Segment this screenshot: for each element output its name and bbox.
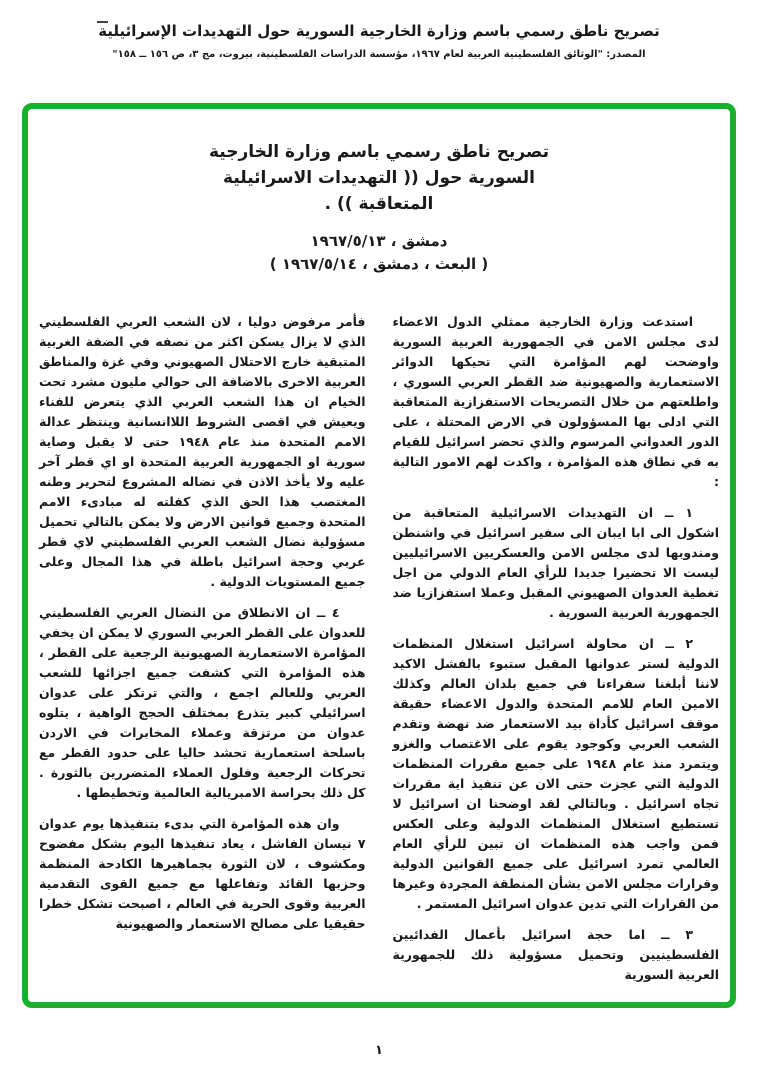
column-right <box>393 312 720 996</box>
page-header <box>0 22 758 60</box>
document-title-line-2: السورية حول (( التهديدات الاسرائيلية <box>223 168 535 188</box>
paragraph-intro: استدعت وزارة الخارجية ممثلي الدول الاعضاء لدى مجلس الامن في الجمهورية العربية السورية واوضحت لهم المؤامرة التي تحيكها الدوائر الاستعمارية والصهيونية ضد القطر العربي السوري ، واطلعتهم من خلال التصريحات الاستفزازية المتعاقبة التي ادلى بها المسؤولون في الارض المحتلة ، على الدور العدواني المرسوم والذي تحضر اسرائيل للقيام به في نطاق هذه المؤامرة ، واكدت لهم الامور التالية : <box>392 314 719 489</box>
paragraph-point-3-continuation: فأمر مرفوض دوليا ، لان الشعب العربي الفلسطيني الذي لا يزال يسكن اكثر من نصفه في الضفة الغربية المتبقية خارج الاحتلال الصهيوني وفي غزة والمناطق العربية الاخرى بالاضافة الى حوالي مليون مشرد تحت الخيام ان هذا الشعب العربي الذي يتعرض للفناء ويعيش في اقصى الشروط اللاانسانية وينتظر عدالة الامم المتحدة منذ عام ١٩٤٨ حتى لا يقبل وصاية سورية او الجمهورية العربية المتحدة او اي قطر آخر عليه ولا يأخذ الاذن في نضاله المشروع لتحرير وطنه المغتصب هذا الحق الذي كفلته له مبادىء الامم المتحدة وجميع قوانين الارض ولا يمكن بالتالي تحميل مسؤولية نضال الشعب العربي الفلسطيني لاي قطر عربي وحجة اسرائيل باطلة في هذا المجال وعلى جميع المستويات الدولية . <box>39 314 366 589</box>
dateline-source: ( البعث ، دمشق ، ١٩٦٧/٥/١٤ ) <box>269 255 489 273</box>
document-frame <box>22 103 736 1008</box>
paragraph-point-2: ٢ ــ ان محاولة اسرائيل استغلال المنظمات الدولية لستر عدوانها المقبل ستبوء بالفشل الاكيد لاننا أبلغنا سفراءنا في جميع بلدان العالم وكذلك الامين العام للامم المتحدة والدول الاعضاء حقيقة موقف اسرائيل كأداة بيد الاستعمار ضد نهضة وتقدم الشعب العربي وكوجود يقوم على الاغتصاب والغزو ويتمرد منذ عام ١٩٤٨ على جميع مقررات المنظمات الدولية التي عجزت حتى الان عن تنفيذ اية مقررات تجاه اسرائيل . وبالتالي لقد اوضحنا ان اسرائيل لا تستطيع استغلال المنظمات الدولية وعلى العكس فمن واجب هذه المنظمات ان تبين للرأي العام العالمي تمرد اسرائيل على جميع القوانين الدولية وقرارات مجلس الامن بشأن المنطقة المجردة وغيرها من القرارات التي تدين عدوان اسرائيل المستمر . <box>392 636 719 911</box>
document-title-line-1: تصريح ناطق رسمي باسم وزارة الخارجية <box>208 142 550 162</box>
header-title: تصريح ناطق رسمي باسم وزارة الخارجية السورية حول التهديدات الإسرائيلية <box>98 22 660 40</box>
document-body <box>39 312 719 996</box>
dateline-damascus: دمشق ، ١٩٦٧/٥/١٣ <box>310 232 448 250</box>
column-left <box>39 312 366 996</box>
document-dateline <box>28 230 730 276</box>
paragraph-point-3-start: ٣ ــ اما حجة اسرائيل بأعمال الفدائيين الفلسطينيين وتحميل مسؤولية ذلك للجمهورية العربية السورية <box>392 927 719 982</box>
document-title-line-3: المتعاقبة )) . <box>324 194 434 214</box>
paragraph-point-4: ٤ ــ ان الانطلاق من النضال العربي الفلسطيني للعدوان على القطر العربي السوري لا يمكن ان يخفي المؤامرة الاستعمارية الصهيونية الرجعية على القطر ، هذه المؤامرة التي كشفت جميع اجزائها للشعب العربي وللعالم اجمع ، والتي ترتكز على عدوان اسرائيلي كبير يتذرع بمختلف الحجج الواهية ، يتلوه عدوان من مرتزقة وعملاء المخابرات في الاردن باسلحة استعمارية تحشد حاليا على حدود القطر مع تحركات الرجعية وفلول العملاء المتضررين بالثورة . كل ذلك بحراسة الامبريالية العالمية وتخطيطها . <box>39 605 366 800</box>
paragraph-point-1: ١ ــ ان التهديدات الاسرائيلية المتعاقبة من اشكول الى ابا ايبان الى سفير اسرائيل في واشنطن ومندوبها لدى مجلس الامن والعسكريين الاسرائيليين ليست الا تحضيرا جديدا للرأي العام الدولي من اجل تغطية العدوان الصهيوني المقبل وعملا استفزازيا ضد الجمهورية العربية السورية . <box>392 505 719 620</box>
document-title <box>28 139 730 217</box>
paragraph-closing: وان هذه المؤامرة التي بدىء بتنفيذها يوم عدوان ٧ نيسان الفاشل ، يعاد تنفيذها اليوم بشكل مفضوح ومكشوف ، لان الثورة بجماهيرها الكادحة المنظمة وحزبها القائد وتفاعلها مع جميع القوى التقدمية العربية وقوى الحرية في العالم ، اصبحت تشكل خطرا حقيقيا على مصالح الاستعمار والصهيونية <box>39 816 366 931</box>
header-source-citation: المصدر: "الوثائق الفلسطينية العربية لعام ١٩٦٧، مؤسسة الدراسات الفلسطينية، بيروت، مج ٣، ص ١٥٦ ــ ١٥٨" <box>112 49 646 60</box>
page-number: ١ <box>375 1043 383 1058</box>
